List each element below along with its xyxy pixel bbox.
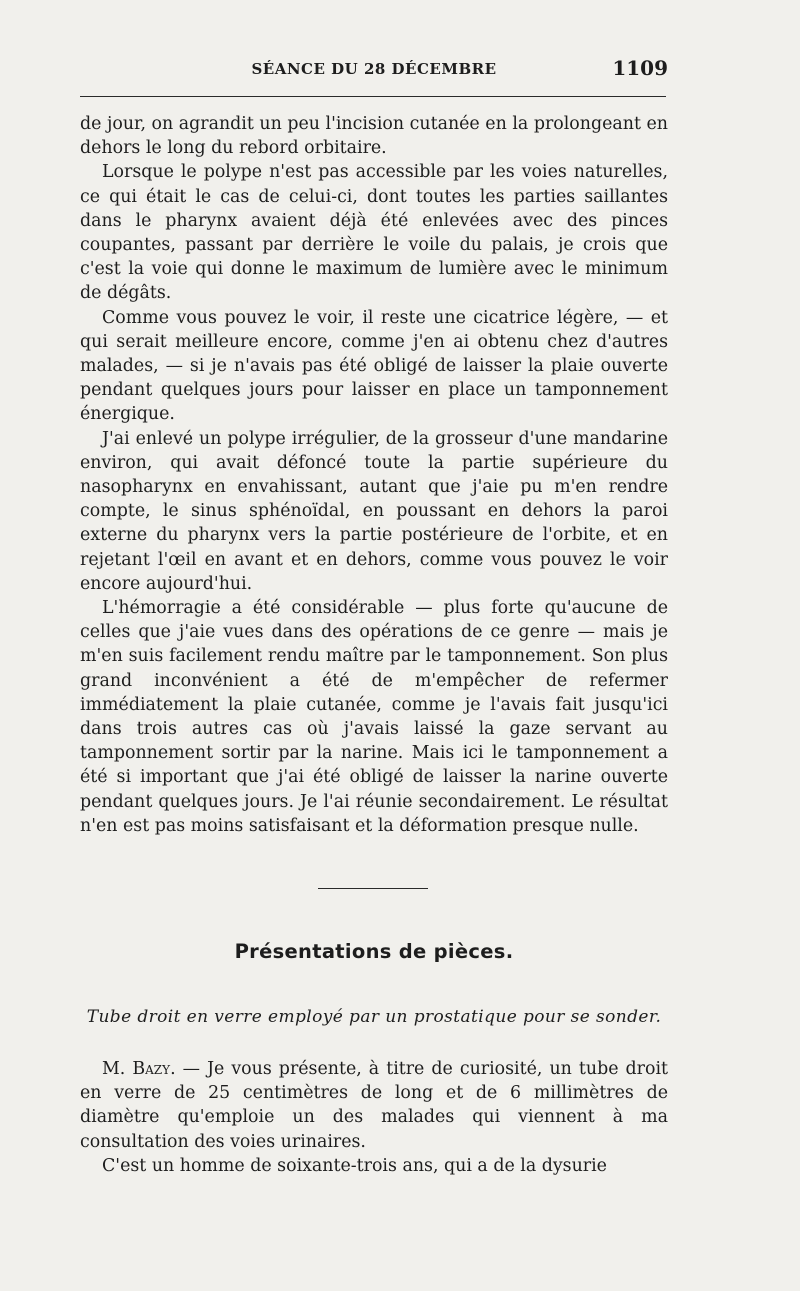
subject-title: Tube droit en verre employé par un prostatique pour se sonder. — [86, 1007, 662, 1027]
presentation-text — [80, 1057, 668, 1178]
body-text — [80, 112, 668, 838]
section-divider — [318, 888, 428, 889]
presentation-paragraph-1 — [80, 1057, 668, 1154]
page-number: 1109 — [612, 56, 668, 80]
running-title: SÉANCE DU 28 DÉCEMBRE — [251, 60, 497, 78]
presentation-paragraph-2: C'est un homme de soixante-trois ans, qui a de la dysurie — [102, 1155, 607, 1176]
speaker-name: M. Bazy. — [102, 1059, 176, 1079]
paragraph-4: J'ai enlevé un polype irrégulier, de la grosseur d'une mandarine environ, qui avait défoncé toute la partie supérieure du nasopharynx en envahissant, autant que j'aie pu m'en rendre compte, le sinus sphénoïdal, en poussant en dehors la paroi externe du pharynx vers la partie postérieure de l'orbite, et en rejetant l'œil en avant et en dehors, comme vous pouvez le voir encore aujourd'hui. — [80, 428, 668, 594]
presentation-paragraph-1-text: — Je vous présente, à titre de curiosité, un tube droit en verre de 25 centimètres de long et de 6 millimètres de diamètre qu'emploie un des malades qui viennent à ma consultation des voies urinaires. — [80, 1059, 668, 1152]
running-head — [80, 56, 668, 86]
paragraph-1: de jour, on agrandit un peu l'incision cutanée en la prolongeant en dehors le long du rebord orbitaire. — [80, 114, 668, 159]
header-rule — [80, 96, 666, 97]
section-title: Présentations de pièces. — [234, 940, 514, 963]
paragraph-5: L'hémorragie a été considérable — plus forte qu'aucune de celles que j'aie vues dans des opérations de ce genre — mais je m'en suis facilement rendu maître par le tamponnement. Son plus grand inconvénient a été de m'empêcher de refermer immédiatement la plaie cutanée, comme je l'avais fait jusqu'ici dans trois autres cas où j'avais laissé la gaze servant au tamponnement sortir par la narine. Mais ici le tamponnement a été si important que j'ai été obligé de laisser la narine ouverte pendant quelques jours. Je l'ai réunie secondairement. Le résultat n'en est pas moins satisfaisant et la déformation presque nulle. — [80, 598, 668, 836]
paragraph-3: Comme vous pouvez le voir, il reste une cicatrice légère, — et qui serait meilleure encore, comme j'en ai obtenu chez d'autres malades, — si je n'avais pas été obligé de laisser la plaie ouverte pendant quelques jours pour laisser en place un tamponnement énergique. — [80, 307, 668, 425]
paragraph-2: Lorsque le polype n'est pas accessible par les voies naturelles, ce qui était le cas de celui-ci, dont toutes les parties saillantes dans le pharynx avaient déjà été enlevées avec des pinces coupantes, passant par derrière le voile du palais, je crois que c'est la voie qui donne le maximum de lumière avec le minimum de dégâts. — [80, 162, 668, 304]
